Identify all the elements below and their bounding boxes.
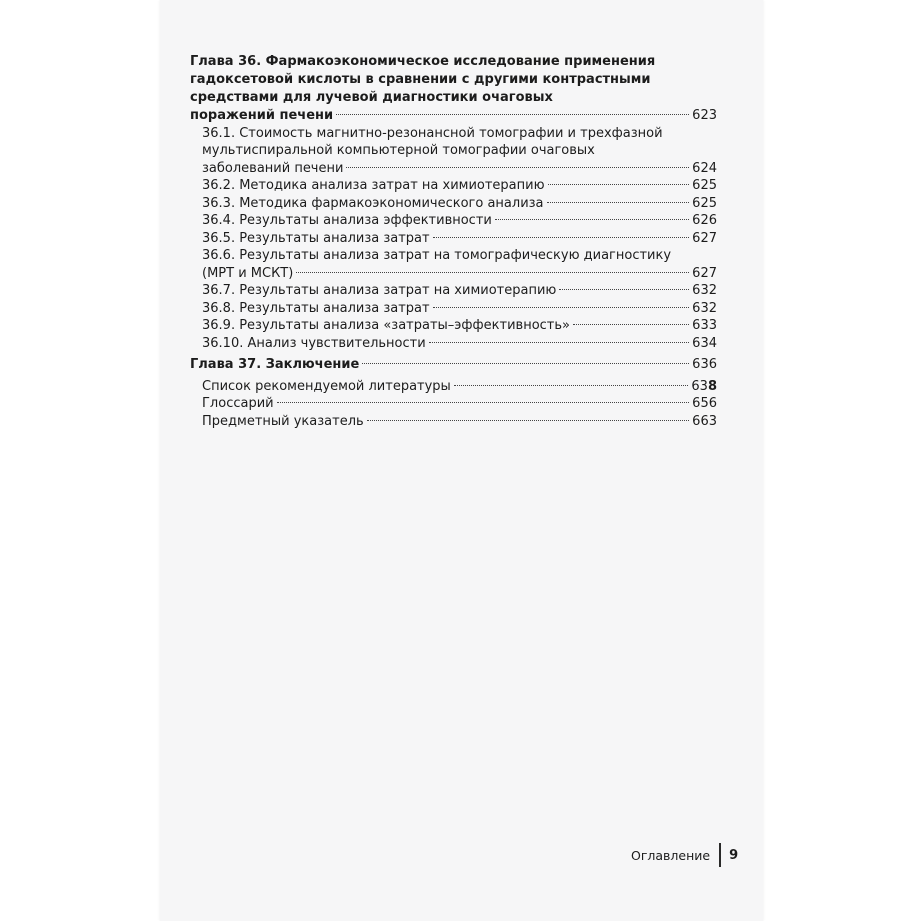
section-entry-36-2[interactable] (202, 177, 717, 195)
section-label: 36.3. Методика фармакоэкономического анализа (202, 195, 544, 211)
dot-leader (433, 237, 690, 238)
page-number: 656 (692, 396, 717, 411)
glossary-entry[interactable] (202, 395, 717, 413)
page-number: 663 (692, 413, 717, 429)
page-number: 636 (692, 357, 717, 372)
section-label: 36.10. Анализ чувствительности (202, 335, 426, 351)
glossary-label: Глоссарий (202, 396, 274, 411)
page-number: 632 (692, 300, 717, 316)
dot-leader (495, 219, 689, 220)
dot-leader (547, 202, 690, 203)
page-number: 623 (692, 108, 717, 123)
section-label: 36.7. Результаты анализа затрат на химиотерапию (202, 283, 557, 298)
section-label: 36.8. Результаты анализа затрат (202, 300, 430, 316)
dot-leader (573, 324, 689, 325)
section-label: 36.4. Результаты анализа эффективности (202, 213, 492, 228)
dot-leader (367, 420, 690, 421)
section-label: 36.5. Результаты анализа затрат (202, 230, 430, 246)
section-36-1-line: мультиспиральной компьютерной томографии очаговых (202, 143, 595, 158)
page-number: 627 (692, 265, 717, 281)
chapter-36-title-line: Глава 36. Фармакоэкономическое исследование применения (190, 54, 656, 69)
section-entry-36-7[interactable] (202, 282, 717, 300)
dot-leader (277, 402, 690, 403)
section-36-1-line: 36.1. Стоимость магнитно-резонансной томографии и трехфазной (202, 125, 663, 141)
footer-divider (719, 843, 721, 867)
page-number: 634 (692, 335, 717, 351)
page-number: 624 (692, 160, 717, 176)
dot-leader (296, 272, 689, 273)
dot-leader (433, 307, 690, 308)
section-entry-36-3[interactable] (202, 195, 717, 213)
page-number: 633 (692, 318, 717, 333)
section-entry-36-4[interactable] (202, 212, 717, 230)
running-footer-title: Оглавление (631, 847, 711, 863)
chapter-36-title-last-line: поражений печени (190, 108, 334, 123)
references-entry[interactable] (202, 378, 717, 396)
page-number: 632 (692, 283, 717, 298)
folio-page-number: 9 (729, 847, 739, 863)
section-entry-36-9[interactable] (202, 317, 717, 335)
section-entry-36-5[interactable] (202, 230, 717, 248)
section-entry-36-8[interactable] (202, 300, 717, 318)
dot-leader (336, 114, 689, 115)
dot-leader (559, 289, 689, 290)
section-entry-36-1[interactable] (202, 160, 717, 178)
subject-index-entry[interactable] (202, 413, 717, 431)
section-entry-36-10[interactable] (202, 335, 717, 353)
page-number-last-digit: 8 (707, 378, 717, 394)
dot-leader (429, 342, 689, 343)
section-label: заболеваний печени (202, 160, 344, 176)
page-footer (631, 843, 738, 867)
section-label: 36.2. Методика анализа затрат на химиотерапию (202, 178, 545, 193)
page-number-prefix: 63 (691, 378, 708, 394)
page-number: 626 (692, 213, 717, 228)
section-entry-36-6[interactable] (202, 265, 717, 283)
table-of-contents (190, 53, 717, 430)
chapter-37-title: Глава 37. Заключение (190, 357, 360, 372)
page-number: 627 (692, 230, 717, 246)
page-number (691, 378, 717, 396)
dot-leader (454, 385, 689, 386)
section-label: (МРТ и МСКТ) (202, 265, 294, 281)
chapter-37-entry[interactable] (190, 356, 717, 374)
dot-leader (548, 184, 690, 185)
dot-leader (362, 363, 689, 364)
chapter-36-entry[interactable] (190, 107, 717, 125)
page-number: 625 (692, 178, 717, 193)
section-36-6-line: 36.6. Результаты анализа затрат на томографическую диагностику (202, 248, 672, 263)
dot-leader (346, 167, 689, 168)
page-number: 625 (692, 195, 717, 211)
chapter-36-title-line: гадоксетовой кислоты в сравнении с другими контрастными (190, 72, 651, 87)
references-label: Список рекомендуемой литературы (202, 378, 451, 394)
chapter-36-title-line: средствами для лучевой диагностики очаговых (190, 90, 553, 105)
subject-index-label: Предметный указатель (202, 413, 364, 429)
section-label: 36.9. Результаты анализа «затраты–эффективность» (202, 318, 570, 333)
